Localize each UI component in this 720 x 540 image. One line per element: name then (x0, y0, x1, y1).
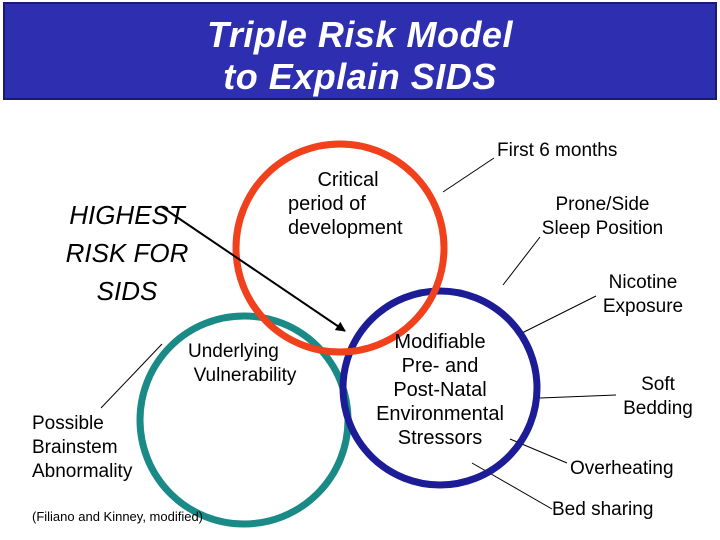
soft-bedding-line: Soft (641, 374, 675, 395)
brainstem-line: Abnormality (32, 461, 133, 482)
callout-line-prone (503, 237, 540, 285)
underlying-vulnerability-label (180, 340, 310, 388)
callout-line-first-months (443, 158, 494, 192)
nicotine-line: Exposure (602, 296, 684, 317)
callout-line-nicotine (522, 296, 596, 333)
critical-period-label (278, 168, 418, 240)
title-line-1: Triple Risk Model (207, 14, 513, 55)
callout-line-bed-sharing (472, 463, 552, 509)
stressors-line: Pre- and (401, 355, 479, 377)
highest-risk-line: HIGHEST (69, 200, 185, 230)
soft-bedding-label (608, 373, 708, 421)
nicotine-label (588, 271, 698, 319)
brainstem-line: Possible (32, 413, 104, 434)
highest-risk-line: RISK FOR (65, 238, 189, 268)
stressors-line: Post-Natal (393, 379, 487, 401)
title-line-2: to Explain SIDS (223, 56, 497, 97)
callout-line-soft-bedding (540, 395, 616, 398)
citation: (Filiano and Kinney, modified) (32, 509, 204, 524)
first-months-label: First 6 months (497, 140, 618, 161)
prone-side-line: Sleep Position (541, 218, 664, 239)
stressors-line: Modifiable (394, 331, 486, 353)
overheating-label: Overheating (570, 458, 674, 479)
soft-bedding-line: Bedding (623, 398, 693, 419)
highest-risk-label (42, 196, 212, 310)
highest-risk-line: SIDS (96, 276, 158, 306)
nicotine-line: Nicotine (608, 272, 678, 293)
bed-sharing-label: Bed sharing (552, 499, 654, 520)
prone-side-line: Prone/Side (555, 194, 650, 215)
stressors-line: Environmental (376, 403, 504, 425)
brainstem-label (32, 412, 162, 484)
underlying-line: Vulnerability (193, 365, 297, 386)
brainstem-line: Brainstem (32, 437, 118, 458)
critical-period-line: development (288, 217, 403, 239)
critical-period-line: period of (288, 193, 366, 215)
stressors-label (364, 330, 516, 450)
stressors-line: Stressors (397, 427, 483, 449)
prone-side-label (525, 193, 680, 241)
underlying-line: Underlying (188, 341, 279, 362)
critical-period-line: Critical (317, 169, 379, 191)
